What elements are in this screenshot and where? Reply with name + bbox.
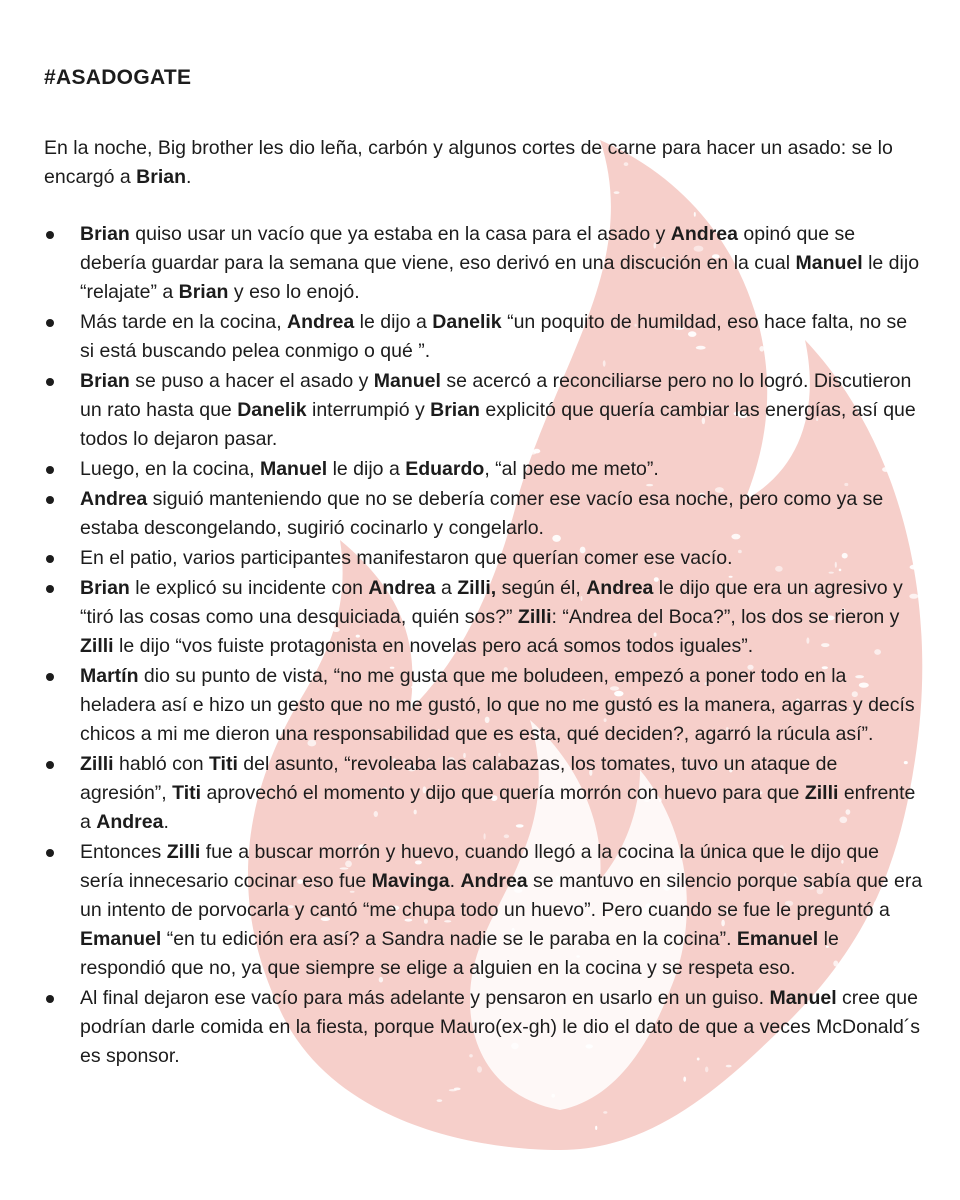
list-item: Luego, en la cocina, Manuel le dijo a Eduardo, “al pedo me meto”. <box>80 455 924 484</box>
participant-name: Manuel <box>259 458 328 480</box>
participant-name: Brian <box>430 399 480 421</box>
participant-name: Zilli <box>517 606 552 628</box>
participant-name: Zilli <box>80 635 114 657</box>
participant-name: Andrea <box>460 870 528 892</box>
participant-name: Emanuel <box>80 928 162 950</box>
participant-name: Zilli <box>166 841 201 863</box>
participant-name: Brian <box>136 166 187 188</box>
participant-name: Andrea <box>368 577 436 599</box>
list-item: Brian quiso usar un vacío que ya estaba en la casa para el asado y Andrea opinó que se debería guardar para la semana que viene, eso derivó en una discución en la cual Manuel le dijo “relajate” a Brian y eso lo enojó. <box>80 220 924 307</box>
participant-name: Emanuel <box>736 928 819 950</box>
list-item: Zilli habló con Titi del asunto, “revoleaba las calabazas, los tomates, tuvo un ataque de agresión”, Titi aprovechó el momento y dijo que quería morrón con huevo para que Zilli enfrente a Andrea. <box>80 750 924 837</box>
participant-name: Brian <box>178 281 229 303</box>
participant-name: Martín <box>80 665 139 687</box>
participant-name: Andrea <box>586 577 654 599</box>
page-title: #ASADOGATE <box>44 66 192 89</box>
participant-name: Andrea <box>96 811 164 833</box>
participant-name: Titi <box>172 782 202 804</box>
list-item: Brian se puso a hacer el asado y Manuel se acercó a reconciliarse pero no lo logró. Discutieron un rato hasta que Danelik interrumpió y Brian explicitó que quería cambiar las energías, así que todos lo dejaron pasar. <box>80 367 924 454</box>
intro-paragraph: En la noche, Big brother les dio leña, carbón y algunos cortes de carne para hacer un asado: se lo encargó a Brian. <box>44 137 893 188</box>
participant-name: Mavinga <box>371 870 450 892</box>
participant-name: Brian <box>80 370 130 392</box>
participant-name: Zilli, <box>457 577 497 599</box>
list-item: En el patio, varios participantes manifestaron que querían comer ese vacío. <box>80 544 924 573</box>
list-item: Andrea siguió manteniendo que no se debería comer ese vacío esa noche, pero como ya se estaba descongelando, sugirió cocinarlo y congelarlo. <box>80 485 924 543</box>
participant-name: Andrea <box>670 223 738 245</box>
list-item: Brian le explicó su incidente con Andrea a Zilli, según él, Andrea le dijo que era un agresivo y “tiró las cosas como una desquiciada, quién sos?” Zilli: “Andrea del Boca?”, los dos se rieron y Zilli le dijo “vos fuiste protagonista en novelas pero acá somos todos iguales”. <box>80 574 924 661</box>
list-item: Más tarde en la cocina, Andrea le dijo a Danelik “un poquito de humildad, eso hace falta, no se si está buscando pelea conmigo o qué ”. <box>80 308 924 366</box>
participant-name: Andrea <box>287 311 355 333</box>
participant-name: Manuel <box>795 252 863 274</box>
participant-name: Manuel <box>373 370 441 392</box>
list-item: Martín dio su punto de vista, “no me gusta que me boludeen, empezó a poner todo en la heladera así e hizo un gesto que no me gustó, lo que no me gustó es la manera, agarras y decís chicos a mi me dieron una responsabilidad que es esta, qué deciden?, agarró la rúcula así”. <box>80 662 924 749</box>
participant-name: Titi <box>209 753 238 775</box>
participant-name: Zilli <box>80 753 114 775</box>
participant-name: Brian <box>80 223 130 245</box>
participant-name: Danelik <box>432 311 502 333</box>
bullet-list <box>44 220 924 1071</box>
participant-name: Andrea <box>80 488 148 510</box>
participant-name: Eduardo <box>405 458 485 480</box>
list-item: Entonces Zilli fue a buscar morrón y huevo, cuando llegó a la cocina la única que le dijo que sería innecesario cocinar eso fue Mavinga. Andrea se mantuvo en silencio porque sabía que era un intento de porvocarla y cantó “me chupa todo un huevo”. Pero cuando se fue le preguntó a Emanuel “en tu edición era así? a Sandra nadie se le paraba en la cocina”. Emanuel le respondió que no, ya que siempre se elige a alguien en la cocina y se respeta eso. <box>80 838 924 983</box>
participant-name: Danelik <box>237 399 307 421</box>
participant-name: Zilli <box>804 782 839 804</box>
document-body <box>44 66 924 1072</box>
participant-name: Manuel <box>769 987 837 1009</box>
list-item: Al final dejaron ese vacío para más adelante y pensaron en usarlo en un guiso. Manuel cree que podrían darle comida en la fiesta, porque Mauro(ex-gh) le dio el dato de que a veces McDonald´s es sponsor. <box>80 984 924 1071</box>
participant-name: Brian <box>80 577 130 599</box>
